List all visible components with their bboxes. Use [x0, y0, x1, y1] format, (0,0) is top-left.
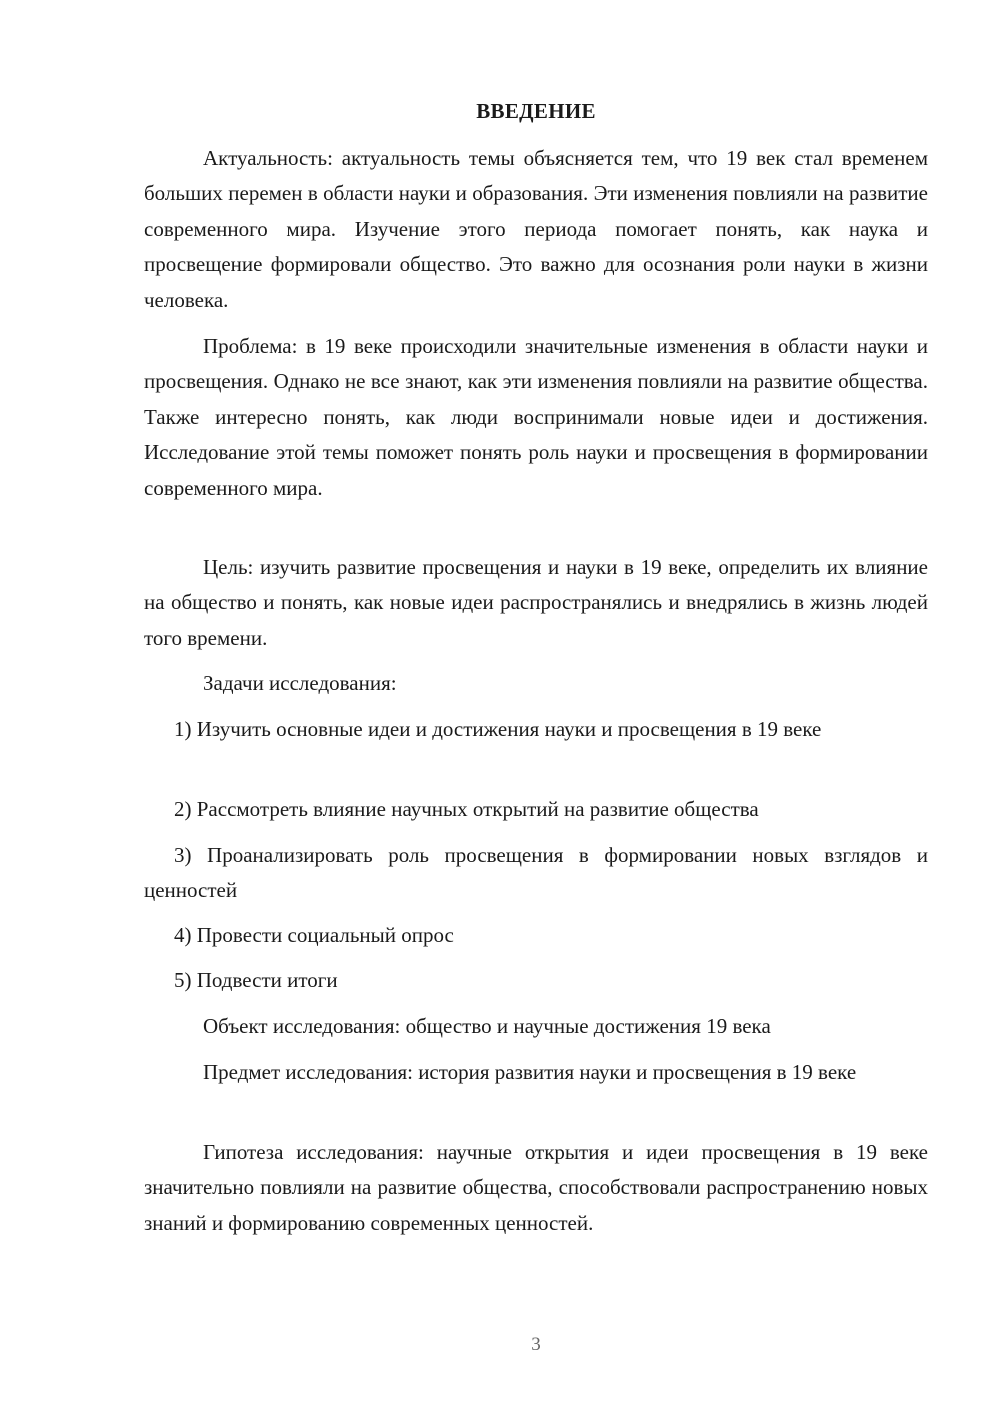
- task-item-3: 3) Проанализировать роль просвещения в формировании новых взглядов и ценностей: [144, 843, 928, 903]
- hypothesis-paragraph: Гипотеза исследования: научные открытия и идеи просвещения в 19 веке значительно повлияли на развитие общества, способствовали распространению новых знаний и формированию современных ценностей.: [144, 1140, 928, 1235]
- section-heading: ВВЕДЕНИЕ: [476, 99, 596, 123]
- task-item-2: 2) Рассмотреть влияние научных открытий на развитие общества: [174, 797, 759, 821]
- relevance-paragraph: Актуальность: актуальность темы объясняется тем, что 19 век стал временем больших перемен в области науки и образования. Эти изменения повлияли на развитие современного мира. Изучение этого периода помогает понять, как наука и просвещение формировали общество. Это важно для осознания роли науки в жизни человека.: [144, 146, 928, 312]
- goal-paragraph: Цель: изучить развитие просвещения и науки в 19 веке, определить их влияние на общество и понять, как новые идеи распространялись и внедрялись в жизнь людей того времени.: [144, 555, 928, 650]
- document-page: [144, 0, 928, 1414]
- task-item-1: 1) Изучить основные идеи и достижения науки и просвещения в 19 веке: [174, 717, 822, 741]
- subject-paragraph: Предмет исследования: история развития науки и просвещения в 19 веке: [203, 1060, 857, 1084]
- task-item-4: 4) Провести социальный опрос: [174, 923, 454, 947]
- tasks-title: Задачи исследования:: [203, 671, 397, 695]
- object-paragraph: Объект исследования: общество и научные достижения 19 века: [203, 1014, 771, 1038]
- task-item-5: 5) Подвести итоги: [174, 968, 338, 992]
- page-number: 3: [531, 1334, 541, 1355]
- problem-paragraph: Проблема: в 19 веке происходили значительные изменения в области науки и просвещения. Однако не все знают, как эти изменения повлияли на развитие общества. Также интересно понять, как люди воспринимали новые идеи и достижения. Исследование этой темы поможет понять роль науки и просвещения в формировании современного мира.: [144, 334, 928, 500]
